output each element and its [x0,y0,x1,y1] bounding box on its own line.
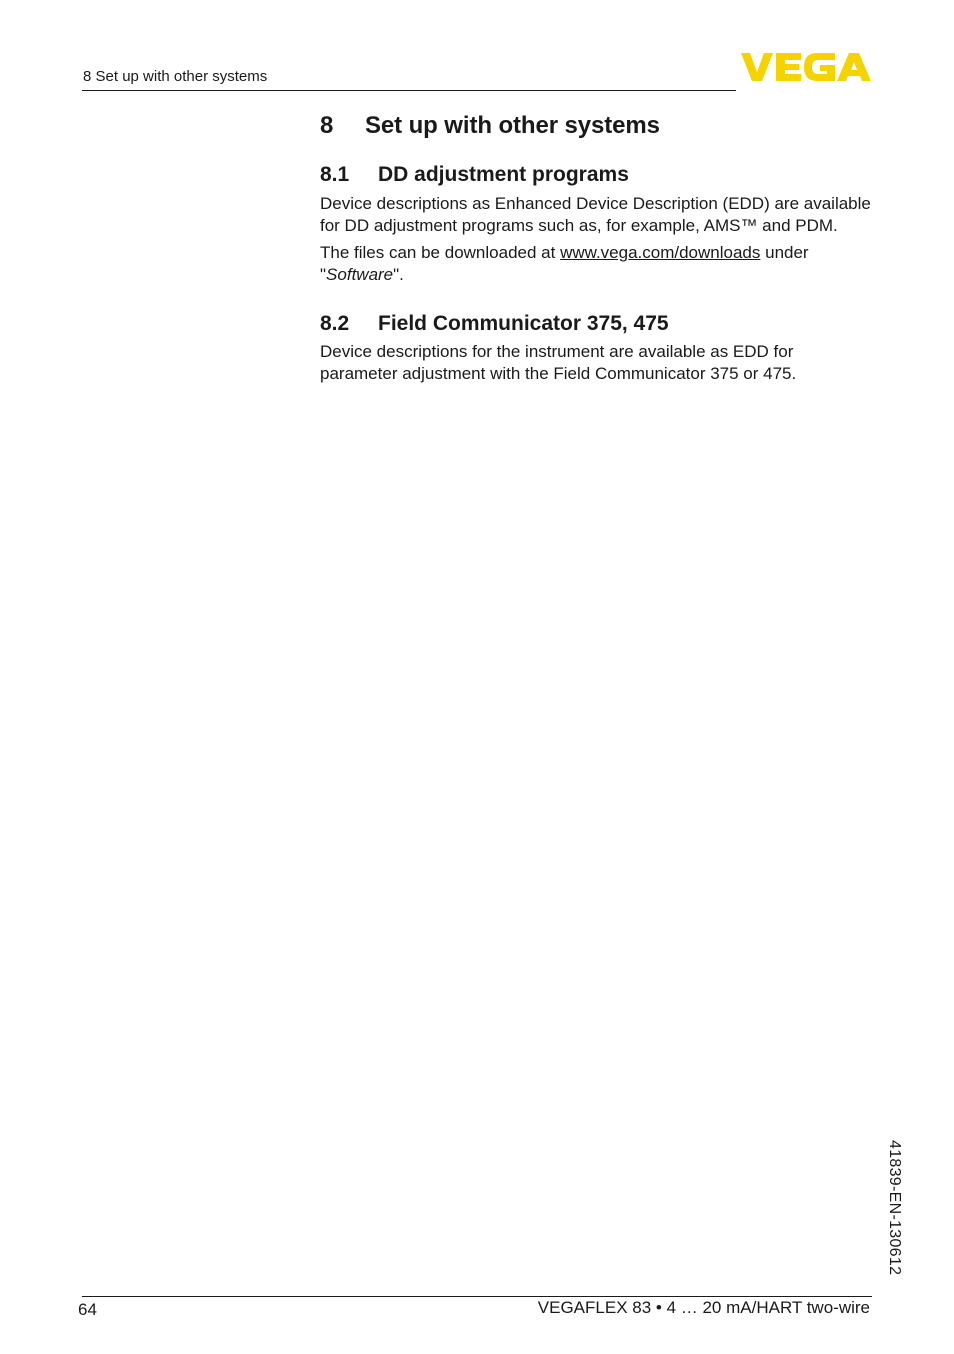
paragraph-field-communicator: Device descriptions for the instrument are available as EDD for parameter adjustment with the Field Communicator 375 or 475. [320,342,797,383]
vega-logo [741,52,873,82]
chapter-number: 8 [320,112,334,139]
page-number: 64 [78,1300,97,1319]
section-heading-8-1 [320,161,872,189]
section-number: 8.1 [320,163,350,186]
paragraph-text: The files can be downloaded at [320,243,561,262]
paragraph-text: ". [393,264,404,284]
chapter-heading [320,110,872,142]
running-header: 8 Set up with other systems [83,68,268,85]
section-heading-8-2 [320,310,872,338]
paragraph-dd-programs: Device descriptions as Enhanced Device Description (EDD) are available for DD adjustment programs such as, for example, AMS™ and PDM. [320,194,871,235]
paragraph-downloads [320,242,872,285]
paragraph-text: under " [320,243,809,284]
software-emphasis: Software [326,264,394,284]
section-title: Field Communicator 375, 475 [378,312,669,335]
section-number: 8.2 [320,312,350,335]
footer-rule [82,1296,872,1297]
chapter-title: Set up with other systems [365,112,660,139]
downloads-link[interactable]: www.vega.com/downloads [560,243,761,262]
product-line: VEGAFLEX 83 • 4 … 20 mA/HART two-wire [537,1298,870,1317]
document-id: 41839-EN-130612 [886,1140,903,1276]
main-content [320,110,872,384]
header-rule [82,90,736,91]
section-title: DD adjustment programs [378,163,629,186]
